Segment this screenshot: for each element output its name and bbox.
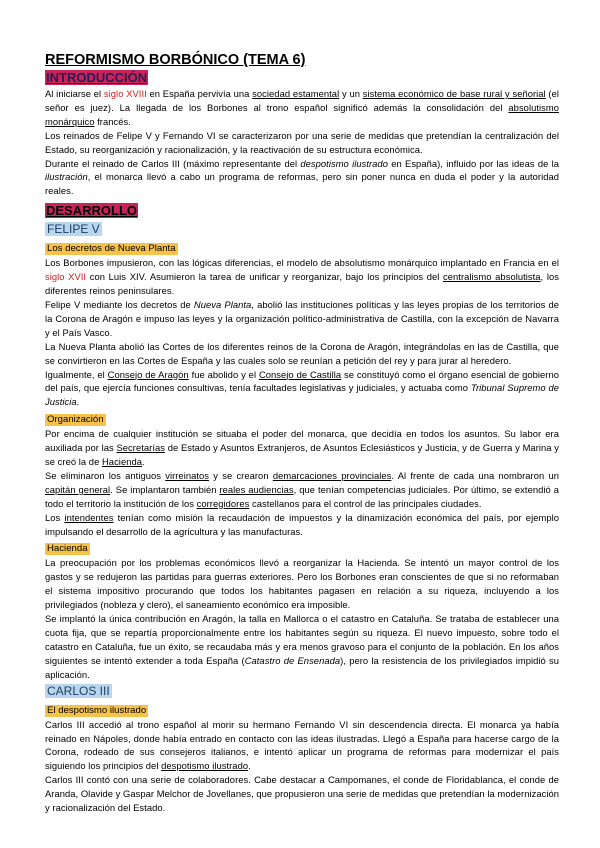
term-absolutismo: absolutismo monárquico bbox=[45, 101, 559, 127]
text-span: Durante el reinado de Carlos III (máximo representante del bbox=[45, 157, 301, 169]
text-span: de Estado y Asuntos Extranjeros, de Asuntos Eclesiásticos y Justicia, y de Guerra y Marina y se creó la de bbox=[45, 442, 559, 468]
term-virreinatos: virreinatos bbox=[165, 469, 210, 481]
text-span: fue abolido y el bbox=[188, 368, 259, 380]
text-span: en España), influido por las ideas de la bbox=[387, 157, 560, 169]
text-span: Los bbox=[45, 511, 65, 523]
text-span: tenían como misión la recaudación de impuestos y la dinamización económica del país, por ejemplo impulsando el desarrollo de la agricultura y las manufacturas. bbox=[45, 511, 559, 537]
text-span: , abolió las instituciones políticas y las leyes propias de los territorios de la Corona de Aragón e impuso las leyes y la organización político-administrativa de Castilla, con la excepción de Navarra y el País Vasco. bbox=[45, 298, 559, 338]
text-span: . Se implantaron también bbox=[110, 483, 220, 495]
text-span: . bbox=[142, 456, 145, 468]
term-sistema-economico: sistema económico de base rural y señorial bbox=[362, 88, 546, 99]
text-span: en España pervivía una bbox=[146, 88, 253, 99]
document-page bbox=[45, 52, 559, 815]
highlight-siglo-xvii: siglo XVII bbox=[45, 271, 87, 283]
heading-hacienda: Hacienda bbox=[47, 543, 88, 555]
despotismo-paragraph-2: Carlos III contó con una serie de colaboradores. Cabe destacar a Campomanes, el conde de Floridablanca, el conde de Aranda, Olavide y Gaspar Melchor de Jovellanes, que propusieron una serie de medidas que pretendían la modernización y racionalización del Estado. bbox=[45, 774, 559, 814]
term-consejo-castilla: Consejo de Castilla bbox=[258, 368, 342, 380]
text-span: . Al frente de cada una nombraron un bbox=[391, 469, 559, 481]
nueva-planta-paragraph-2 bbox=[45, 298, 559, 340]
heading-nueva-planta: Los decretos de Nueva Planta bbox=[47, 243, 176, 255]
heading-organizacion: Organización bbox=[47, 414, 104, 426]
document-title: REFORMISMO BORBÓNICO (TEMA 6) bbox=[45, 52, 306, 68]
text-span: Los Borbones impusieron, con las lógicas diferencias, el modelo de absolutismo monárquico implantado en Francia en el bbox=[45, 257, 559, 269]
nueva-planta-paragraph-4 bbox=[45, 368, 559, 410]
text-span: . bbox=[248, 760, 251, 772]
text-span: Se implantó la única contribución en Aragón, la talla en Mallorca o el catastro en Cataluña. Se trataba de establecer una cuota fija, que se repartía proporcionalmente entre los habitantes según su riqueza. El nuevo impuesto, sobre todo el catastro en Cataluña, fue un éxito, se recaudaba más y era menos gravoso para el conjunto de la población. En los años siguientes se intentó extender a toda España ( bbox=[45, 613, 559, 666]
organizacion-paragraph-2 bbox=[45, 469, 559, 511]
term-despotismo: despotismo ilustrado bbox=[300, 157, 388, 169]
term-demarcaciones: demarcaciones provinciales bbox=[272, 469, 392, 481]
term-catastro-ensenada: Catastro de Ensenada bbox=[244, 654, 341, 666]
term-intendentes: intendentes bbox=[64, 511, 114, 523]
intro-paragraph-1 bbox=[45, 87, 559, 129]
text-span: , que tenían competencias judiciales. Por último, se extendió a todo el territorio la institución de los bbox=[45, 483, 559, 509]
text-span: . bbox=[76, 396, 80, 408]
text-span: Carlos III accedió al trono español al morir su hermano Fernando VI sin descendencia directa. El monarca ya había reinado en Nápoles, donde había entrado en contacto con las ideas ilustradas. Llegó a España para hacerse cargo de la Corona, rodeado de sus consejeros italianos, e intentó aplicar un programa de reformas para modernizar el país siguiendo los principios del bbox=[45, 718, 559, 772]
text-span: y se crearon bbox=[209, 469, 273, 481]
term-nueva-planta: Nueva Planta bbox=[193, 298, 252, 310]
text-span: Por encima de cualquier institución se situaba el poder del monarca, que decidía en todos los asuntos. Su labor era auxiliada por las bbox=[45, 428, 559, 454]
heading-introduccion: INTRODUCCIÓN bbox=[46, 70, 148, 85]
text-span: Se eliminaron los antiguos bbox=[45, 469, 166, 481]
text-span: con Luis XIV. Asumieron la tarea de unificar y reorganizar, bajo los principios del bbox=[86, 271, 444, 283]
organizacion-paragraph-3 bbox=[45, 511, 559, 539]
term-sociedad-estamental: sociedad estamental bbox=[252, 88, 340, 99]
text-span: , el monarca llevó a cabo un programa de reformas, pero sin poner nunca en duda el poder y la autoridad reales. bbox=[45, 171, 559, 197]
term-ilustracion: ilustración bbox=[45, 171, 88, 183]
intro-paragraph-3 bbox=[45, 157, 559, 199]
text-span: (el señor es juez). La llegada de los Borbones al trono español significó además la consolidación del bbox=[45, 88, 560, 113]
text-span: Igualmente, el bbox=[45, 368, 108, 380]
term-capitan-general: capitán general bbox=[45, 483, 111, 495]
hacienda-paragraph-1: La preocupación por los problemas económicos llevó a reorganizar la Hacienda. Se intentó un mayor control de los gastos y se redujeron las partidas para guerras exteriores. Pero los Borbones eran conscientes de que si no reformaban el sistema impositivo procurando que todos los habitantes pagasen en relación a su riqueza, incluyendo a los privilegiados (nobleza y clero), el saneamiento económico era imposible. bbox=[45, 557, 559, 611]
term-hacienda: Hacienda bbox=[101, 456, 142, 468]
heading-despotismo-ilustrado: El despotismo ilustrado bbox=[47, 704, 147, 716]
term-centralismo: centralismo absolutista bbox=[443, 271, 541, 283]
text-span: francés. bbox=[94, 115, 131, 127]
text-span: castellanos para el control de las principales ciudades. bbox=[249, 497, 482, 509]
highlight-siglo-xviii: siglo XVIII bbox=[103, 88, 147, 99]
text-span: , los diferentes reinos peninsulares. bbox=[45, 271, 559, 297]
nueva-planta-paragraph-3: La Nueva Planta abolió las Cortes de los diferentes reinos de la Corona de Aragón, integrándolas en las de Castilla, que se convirtieron en las Cortes de España y las cuales solo se reunían a petición del rey y para jurar al heredero. bbox=[45, 340, 559, 366]
nueva-planta-paragraph-1 bbox=[45, 256, 559, 298]
heading-desarrollo: DESARROLLO bbox=[46, 203, 137, 219]
heading-felipe-v: FELIPE V bbox=[47, 222, 100, 237]
text-span: Al iniciarse el bbox=[45, 88, 104, 99]
term-consejo-aragon: Consejo de Aragón bbox=[107, 368, 189, 380]
text-span: ), pero la resistencia de los privilegiados impidió su aplicación. bbox=[45, 654, 559, 680]
hacienda-paragraph-2 bbox=[45, 612, 559, 682]
intro-paragraph-2: Los reinados de Felipe V y Fernando VI se caracterizaron por una serie de medidas que pretendían la centralización del Estado, su reorganización y racionalización, y la reactivación de su estructura económica. bbox=[45, 129, 559, 155]
term-secretarias: Secretarías bbox=[116, 442, 165, 454]
term-corregidores: corregidores bbox=[196, 497, 250, 509]
text-span: y un bbox=[339, 88, 363, 99]
organizacion-paragraph-1 bbox=[45, 427, 559, 469]
despotismo-paragraph-1 bbox=[45, 718, 559, 774]
term-despotismo-ilustrado: despotismo ilustrado bbox=[161, 760, 249, 772]
term-reales-audiencias: reales audiencias bbox=[219, 483, 294, 495]
term-tribunal-supremo: Tribunal Supremo de Justicia bbox=[45, 382, 559, 408]
text-span: Felipe V mediante los decretos de bbox=[45, 298, 194, 310]
text-span: se constituyó como el órgano esencial de gobierno del país, que ejercía funciones consultivas, tenía facultades legislativas y judiciales, y actuaba como bbox=[45, 368, 559, 394]
heading-carlos-iii: CARLOS III bbox=[47, 683, 110, 698]
